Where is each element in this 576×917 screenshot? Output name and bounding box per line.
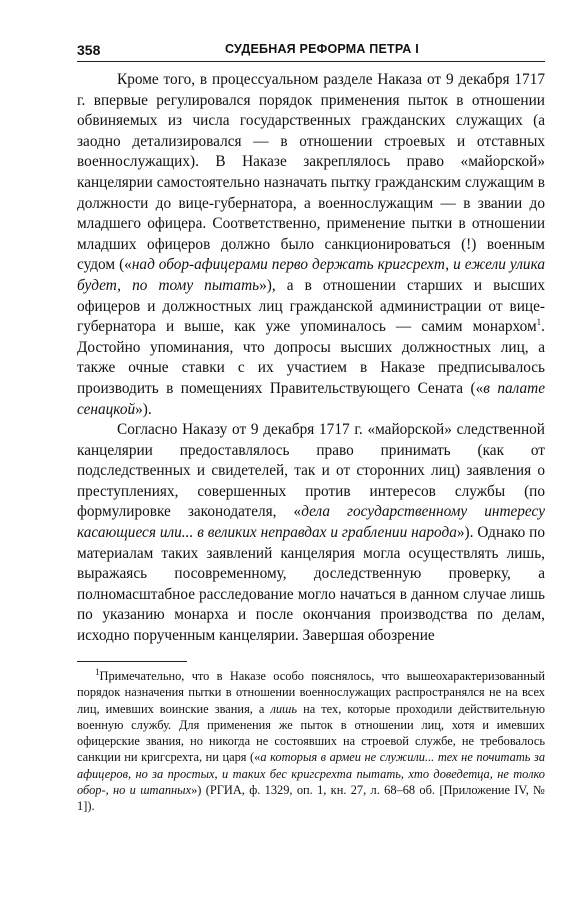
footnote-reference[interactable]: 1 — [536, 317, 542, 328]
quotation-italic: в палате сенацкой — [77, 379, 545, 418]
footnote-italic: лишь — [270, 701, 298, 716]
footnote-text: Примечательно, что в Наказе особо пояснялось, что вышеохарактеризованный порядок назначения пытки в отношении военнослужащих распространялся не на всех лиц, имевших воинские звания, а — [77, 669, 545, 716]
footnote-marker: 1 — [95, 666, 100, 677]
footnote-text: на тех, которые проходили действительную военную службу. Для применения же пыток в отношении лиц, хотя и имевших офицерские звания, но никогда не состоявших на строевой службе, не требовалось санкции ни кригсрехта, ни царя (« — [77, 701, 545, 765]
paragraph-complaints — [77, 420, 545, 647]
footnote-rule — [77, 661, 187, 662]
paragraph-text: »), а в отношении старших и высших офицеров и должностных лиц гражданской администрации от вице-губернатора и выше, как уже упоминалось — самим монархом — [77, 276, 546, 336]
paragraph-text: Кроме того, в процессуальном разделе Наказа от 9 декабря 1717 г. впервые регулировался порядок применения пыток в отношении обвиняемых из числа государственных гражданских служащих (а заодно детализировался — в отношении строевых и отставных военнослужащих). В Наказе закреплялось право «майорской» канцелярии самостоятельно назначать пытку гражданским служащим в должности до вице-губернатора, а военнослужащим — в звании до младшего офицера. Соответственно, применение пытки в отношении младших офицеров должно было санкционироваться (!) военным судом (« — [77, 71, 545, 274]
running-title: СУДЕБНАЯ РЕФОРМА ПЕТРА I — [225, 42, 419, 56]
footnote-quotation: а которыя в армеи не служили... тех не почитать за афицеров, но за простых, и таких бес кригсрехта пытать, хто доведетца, не толко обор-, но и штапных — [77, 750, 546, 798]
paragraph-text: Согласно Наказу от 9 декабря 1717 г. «майорской» следственной канцелярии предоставлялось право принимать (как от подследственных и свидетелей, так и от сторонних лиц) заявления о преступлениях, совершенных против интересов службы (по формулировке законодателя, « — [77, 421, 545, 521]
quotation-italic: дела государственному интересу касающиеся или... в великих неправдах и граблении народа — [77, 503, 545, 542]
page-number: 358 — [77, 42, 101, 58]
paragraph-torture-procedure — [77, 70, 545, 420]
paragraph-text: . Достойно упоминания, что допросы высших должностных лиц, а также очные ставки с их участием в Наказе предписывалось производить в помещениях Правительствующего Сената (« — [77, 318, 545, 397]
paragraph-text: »). Однако по материалам таких заявлений канцелярия могла осуществлять лишь, выражаясь посовременному, доследственную проверку, а полномасштабное расследование могло начаться в данном случае лишь по указанию монарха и после окончания производства по делам, исходно порученным канцелярии. Завершая обозрение — [77, 524, 545, 645]
footnote-text: ») (РГИА, ф. 1329, оп. 1, кн. 27, л. 68–68 об. [Приложение IV, № 1]). — [77, 783, 545, 814]
header-rule — [77, 61, 545, 62]
page-header — [77, 42, 545, 62]
main-text — [77, 70, 545, 647]
footnote — [77, 668, 545, 815]
paragraph-text: »). — [135, 400, 152, 418]
quotation-italic: над обор-афицерами перво держать кригсрехт, и ежели улика будет, по тому пытать — [77, 256, 545, 294]
